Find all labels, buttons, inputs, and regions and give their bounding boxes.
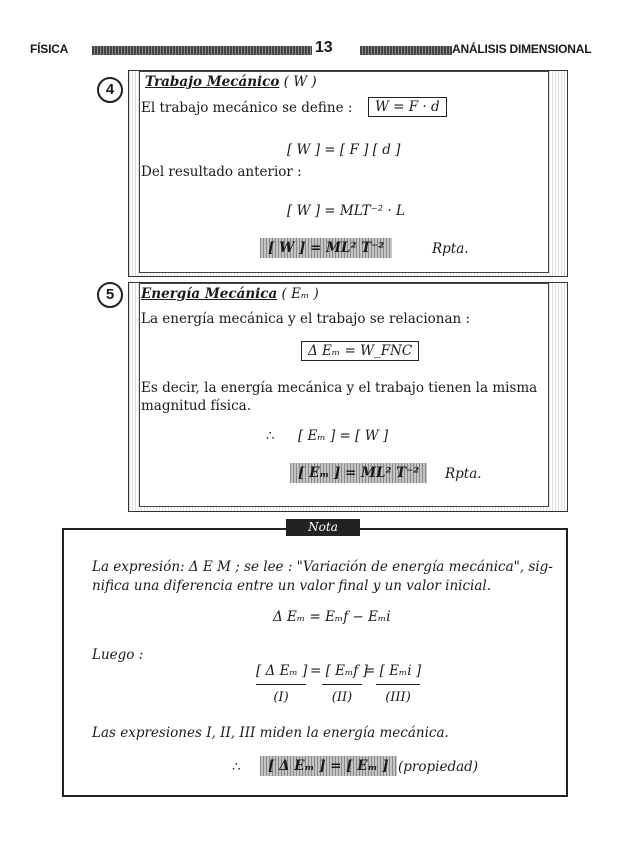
section5-number: 5	[97, 282, 123, 308]
section4-result: [ W ] = ML² T⁻²	[260, 238, 392, 258]
underline-1	[256, 684, 306, 685]
section4-eq1: [ W ] = [ F ] [ d ]	[287, 142, 401, 158]
section4-title-row	[145, 74, 317, 90]
nota-eq2a: [ Δ Eₘ ]	[256, 663, 308, 679]
nota-luego: Luego :	[92, 647, 144, 663]
nota-p2: nifica una diferencia entre un valor final y un valor inicial.	[92, 578, 492, 594]
section4-eq2: [ W ] = MLT⁻² · L	[287, 203, 405, 219]
section5-title: Energía Mecánica	[141, 286, 278, 302]
nota-eq2b: = [ Eₘf ]	[310, 663, 368, 679]
section5-line1: La energía mecánica y el trabajo se relacionan :	[141, 311, 471, 327]
nota-propiedad: (propiedad)	[398, 759, 479, 775]
section5-therefore: ∴	[266, 428, 275, 444]
section5-result: [ Eₘ ] = ML² T⁻²	[290, 463, 427, 483]
section5-line3: magnitud física.	[141, 398, 252, 414]
nota-label-1: (I)	[273, 690, 289, 705]
section4-definition: W = F · d	[368, 97, 447, 117]
underline-2	[322, 684, 362, 685]
nota-therefore: ∴	[232, 759, 241, 775]
section5-relation: Δ Eₘ = W_FNC	[301, 341, 419, 361]
section5-title-row	[141, 286, 319, 302]
section5-title-suffix: ( Eₘ )	[281, 286, 319, 302]
section4-number: 4	[97, 77, 123, 103]
nota-eq2c: = [ Eₘi ]	[364, 663, 422, 679]
section5-line2: Es decir, la energía mecánica y el trabajo tienen la misma	[141, 380, 538, 396]
section4-title-suffix: ( W )	[283, 74, 317, 90]
page-number: 13	[315, 39, 333, 56]
section4-line1	[141, 100, 352, 116]
underline-3	[376, 684, 420, 685]
section4-title: Trabajo Mecánico	[145, 74, 280, 90]
nota-tab: Nota	[286, 519, 360, 536]
section4-line2: Del resultado anterior :	[141, 164, 302, 180]
page-header	[30, 39, 608, 58]
nota-p1: La expresión: Δ E M ; se lee : "Variación de energía mecánica", sig-	[92, 559, 553, 575]
section5-eq1: [ Eₘ ] = [ W ]	[298, 428, 389, 444]
nota-eq1: Δ Eₘ = Eₘf − Eₘi	[273, 609, 391, 625]
section5-rpta: Rpta.	[445, 466, 482, 482]
nota-result: [ Δ Eₘ ] = [ Eₘ ]	[260, 756, 397, 776]
header-bar-left	[92, 46, 312, 55]
section4-line1-text: El trabajo mecánico se define :	[141, 100, 353, 116]
nota-p3: Las expresiones I, II, III miden la energía mecánica.	[92, 725, 449, 741]
section4-rpta: Rpta.	[432, 241, 469, 257]
header-right-text: ANÁLISIS DIMENSIONAL	[452, 42, 592, 56]
nota-label-3: (III)	[385, 690, 411, 705]
nota-label-2: (II)	[331, 690, 353, 705]
header-left-text: FÍSICA	[30, 42, 69, 56]
